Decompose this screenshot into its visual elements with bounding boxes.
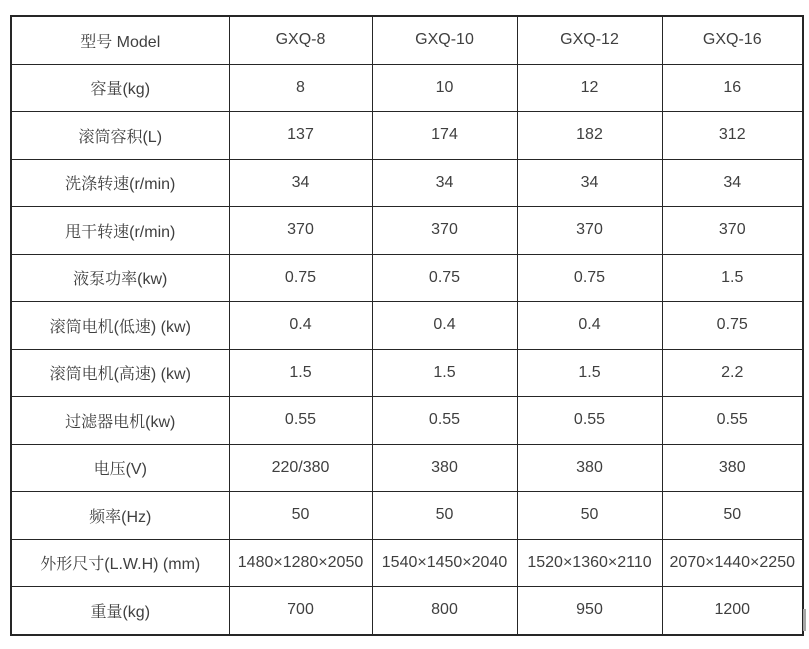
row-label-cell: 外形尺寸(L.W.H) (mm) — [11, 539, 229, 587]
value-cell: 0.4 — [517, 302, 662, 350]
row-label-cell: 甩干转速(r/min) — [11, 207, 229, 255]
row-label-cell: 容量(kg) — [11, 64, 229, 112]
value-cell: 370 — [517, 207, 662, 255]
value-cell: 380 — [372, 444, 517, 492]
value-cell: 0.4 — [229, 302, 372, 350]
value-cell: 380 — [517, 444, 662, 492]
header-model-cell: GXQ-8 — [229, 16, 372, 64]
header-label-cell: 型号 Model — [11, 16, 229, 64]
value-cell: 0.75 — [662, 302, 803, 350]
header-model-cell: GXQ-10 — [372, 16, 517, 64]
row-label-cell: 重量(kg) — [11, 587, 229, 635]
value-cell: 0.75 — [517, 254, 662, 302]
value-cell: 182 — [517, 112, 662, 160]
table-header-row — [11, 16, 803, 64]
value-cell: 700 — [229, 587, 372, 635]
value-cell: 50 — [517, 492, 662, 540]
value-cell: 0.55 — [372, 397, 517, 445]
value-cell: 12 — [517, 64, 662, 112]
row-label-cell: 频率(Hz) — [11, 492, 229, 540]
value-cell: 0.55 — [517, 397, 662, 445]
value-cell: 8 — [229, 64, 372, 112]
table-row-voltage — [11, 444, 803, 492]
table-row-wash-speed — [11, 159, 803, 207]
text-cursor-artifact — [803, 609, 806, 631]
value-cell: 174 — [372, 112, 517, 160]
value-cell: 1540×1450×2040 — [372, 539, 517, 587]
value-cell: 1.5 — [517, 349, 662, 397]
table-row-frequency — [11, 492, 803, 540]
row-label-cell: 滚筒电机(低速) (kw) — [11, 302, 229, 350]
table-row-drum-motor-low — [11, 302, 803, 350]
value-cell: 1480×1280×2050 — [229, 539, 372, 587]
spec-table — [10, 15, 804, 636]
value-cell: 137 — [229, 112, 372, 160]
table-row-spin-speed — [11, 207, 803, 255]
value-cell: 950 — [517, 587, 662, 635]
value-cell: 370 — [229, 207, 372, 255]
value-cell: 0.4 — [372, 302, 517, 350]
value-cell: 800 — [372, 587, 517, 635]
row-label-cell: 液泵功率(kw) — [11, 254, 229, 302]
value-cell: 1200 — [662, 587, 803, 635]
header-model-cell: GXQ-16 — [662, 16, 803, 64]
table-row-capacity — [11, 64, 803, 112]
header-model-cell: GXQ-12 — [517, 16, 662, 64]
value-cell: 34 — [372, 159, 517, 207]
table-row-pump-power — [11, 254, 803, 302]
table-row-drum-volume — [11, 112, 803, 160]
value-cell: 1.5 — [372, 349, 517, 397]
value-cell: 34 — [229, 159, 372, 207]
table-row-dimensions — [11, 539, 803, 587]
row-label-cell: 滚筒电机(高速) (kw) — [11, 349, 229, 397]
value-cell: 312 — [662, 112, 803, 160]
value-cell: 50 — [229, 492, 372, 540]
value-cell: 2.2 — [662, 349, 803, 397]
value-cell: 370 — [662, 207, 803, 255]
value-cell: 220/380 — [229, 444, 372, 492]
value-cell: 1.5 — [229, 349, 372, 397]
value-cell: 1520×1360×2110 — [517, 539, 662, 587]
table-row-filter-motor — [11, 397, 803, 445]
value-cell: 16 — [662, 64, 803, 112]
value-cell: 10 — [372, 64, 517, 112]
value-cell: 34 — [517, 159, 662, 207]
value-cell: 0.75 — [372, 254, 517, 302]
row-label-cell: 滚筒容积(L) — [11, 112, 229, 160]
table-row-drum-motor-high — [11, 349, 803, 397]
value-cell: 1.5 — [662, 254, 803, 302]
row-label-cell: 洗涤转速(r/min) — [11, 159, 229, 207]
table-row-weight — [11, 587, 803, 635]
row-label-cell: 过滤器电机(kw) — [11, 397, 229, 445]
value-cell: 2070×1440×2250 — [662, 539, 803, 587]
value-cell: 380 — [662, 444, 803, 492]
value-cell: 34 — [662, 159, 803, 207]
value-cell: 0.55 — [229, 397, 372, 445]
value-cell: 370 — [372, 207, 517, 255]
value-cell: 0.55 — [662, 397, 803, 445]
value-cell: 50 — [372, 492, 517, 540]
value-cell: 0.75 — [229, 254, 372, 302]
value-cell: 50 — [662, 492, 803, 540]
row-label-cell: 电压(V) — [11, 444, 229, 492]
